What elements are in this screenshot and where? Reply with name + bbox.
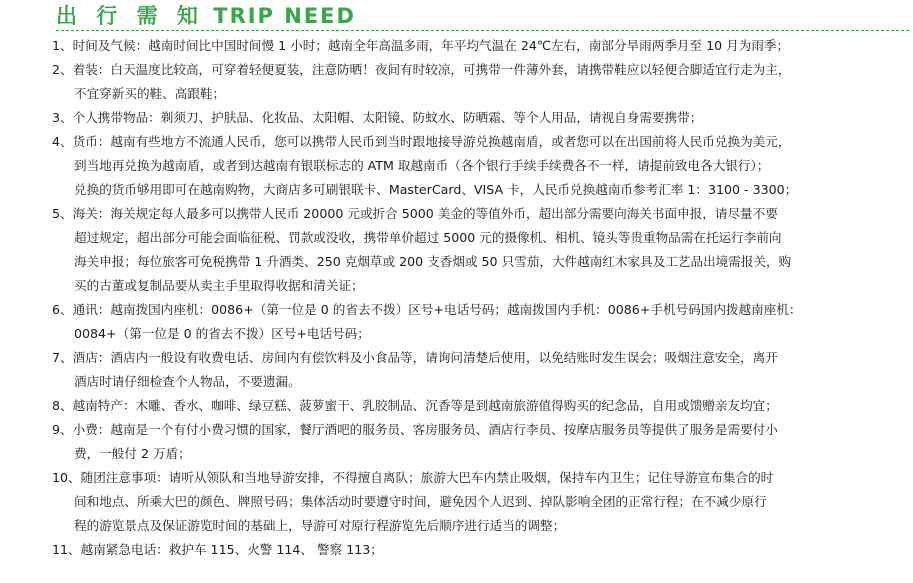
section-title — [56, 2, 356, 30]
list-item-line: 3、个人携带物品：剃须刀、护肤品、化妆品、太阳帽、太阳镜、防蚊水、防晒霜、等个人用品，请视自身需要携带； — [52, 110, 703, 125]
list-item — [52, 538, 908, 562]
list-item-line: 8、越南特产：木雕、香水、咖啡、绿豆糕、菠萝蜜干、乳胶制品、沉香等是到越南旅游值得购买的纪念品，自用或馈赠亲友均宜； — [52, 398, 778, 413]
list-item — [52, 298, 908, 346]
list-item-line: 1、时间及气候：越南时间比中国时间慢 1 小时；越南全年高温多雨，年平均气温在 24℃左右，南部分旱雨两季月至 10 月为雨季； — [52, 38, 790, 53]
list-item-line: 间和地点、所乘大巴的颜色、牌照号码；集体活动时要遵守时间，避免因个人迟到、掉队影响全团的正常行程；在不减少原行 — [74, 494, 767, 509]
list-item-line: 海关申报；每位旅客可免税携带 1 升酒类、250 克烟草或 200 支香烟或 50 只雪茄，大件越南红木家具及工艺品出境需报关，购 — [74, 254, 792, 269]
list-item-line: 6、通讯：越南拨国内座机：0086+（第一位是 0 的省去不拨）区号+电话号码；越南拨国内手机：0086+手机号码国内拨越南座机： — [52, 302, 802, 317]
list-item-line: 9、小费：越南是一个有付小费习惯的国家，餐厅酒吧的服务员、客房服务员、酒店行李员、按摩店服务员等提供了服务是需要付小 — [52, 422, 778, 437]
list-item-line: 2、着装：白天温度比较高，可穿着轻便夏装，注意防晒！夜间有时较凉，可携带一件薄外套，请携带鞋应以轻便合脚适宜行走为主， — [52, 62, 791, 77]
list-item-line: 酒店时请仔细检查个人物品，不要遗漏。 — [74, 374, 301, 389]
list-item-line: 10、随团注意事项：请听从领队和当地导游安排，不得擅自离队；旅游大巴车内禁止吸烟，保持车内卫生；记住导游宣布集合的时 — [52, 470, 774, 485]
trip-notes-list — [52, 34, 908, 562]
list-item — [52, 58, 908, 106]
section-header — [56, 2, 356, 32]
list-item-line: 程的游览景点及保证游览时间的基础上，导游可对原行程游览先后顺序进行适当的调整； — [74, 518, 566, 533]
list-item-line: 超过规定，超出部分可能会面临征税、罚款或没收，携带单价超过 5000 元的摄像机、相机、镜头等贵重物品需在托运行李前向 — [74, 230, 782, 245]
list-item — [52, 466, 908, 538]
list-item — [52, 346, 908, 394]
list-item-line: 到当地再兑换为越南盾，或者到达越南有银联标志的 ATM 取越南币（各个银行手续手续费各不一样，请提前致电各大银行）； — [74, 158, 770, 173]
title-chinese: 出 行 需 知 — [56, 4, 204, 28]
list-item-line: 11、越南紧急电话：救护车 115、火警 114、 警察 113； — [52, 542, 383, 557]
list-item-line: 不宜穿新买的鞋、高跟鞋； — [74, 86, 226, 101]
list-item — [52, 130, 908, 202]
list-item — [52, 418, 908, 466]
title-english: TRIP NEED — [213, 4, 356, 28]
list-item — [52, 394, 908, 418]
list-item-line: 7、酒店：酒店内一般设有收费电话、房间内有偿饮料及小食品等，请询问清楚后使用，以免结账时发生误会；吸烟注意安全，离开 — [52, 350, 778, 365]
list-item-line: 0084+（第一位是 0 的省去不拨）区号+电话号码； — [74, 326, 370, 341]
list-item — [52, 106, 908, 130]
list-item — [52, 202, 908, 298]
list-item-line: 买的古董或复制品要从卖主手里取得收据和清关证； — [74, 278, 364, 293]
list-item-line: 费，一般付 2 万盾； — [74, 446, 191, 461]
list-item-line: 4、货币：越南有些地方不流通人民币，您可以携带人民币到当时跟地接导游兑换越南盾，或者您可以在出国前将人民币兑换为美元， — [52, 134, 791, 149]
list-item-line: 兑换的货币够用即可在越南购物，大商店多可刷银联卡、MasterCard、VISA 卡，人民币兑换越南币参考汇率 1：3100 - 3300； — [74, 182, 798, 197]
dashed-divider — [56, 30, 909, 31]
list-item-line: 5、海关：海关规定每人最多可以携带人民币 20000 元或折合 5000 美金的等值外币，超出部分需要向海关书面申报，请尽量不要 — [52, 206, 778, 221]
list-item — [52, 34, 908, 58]
